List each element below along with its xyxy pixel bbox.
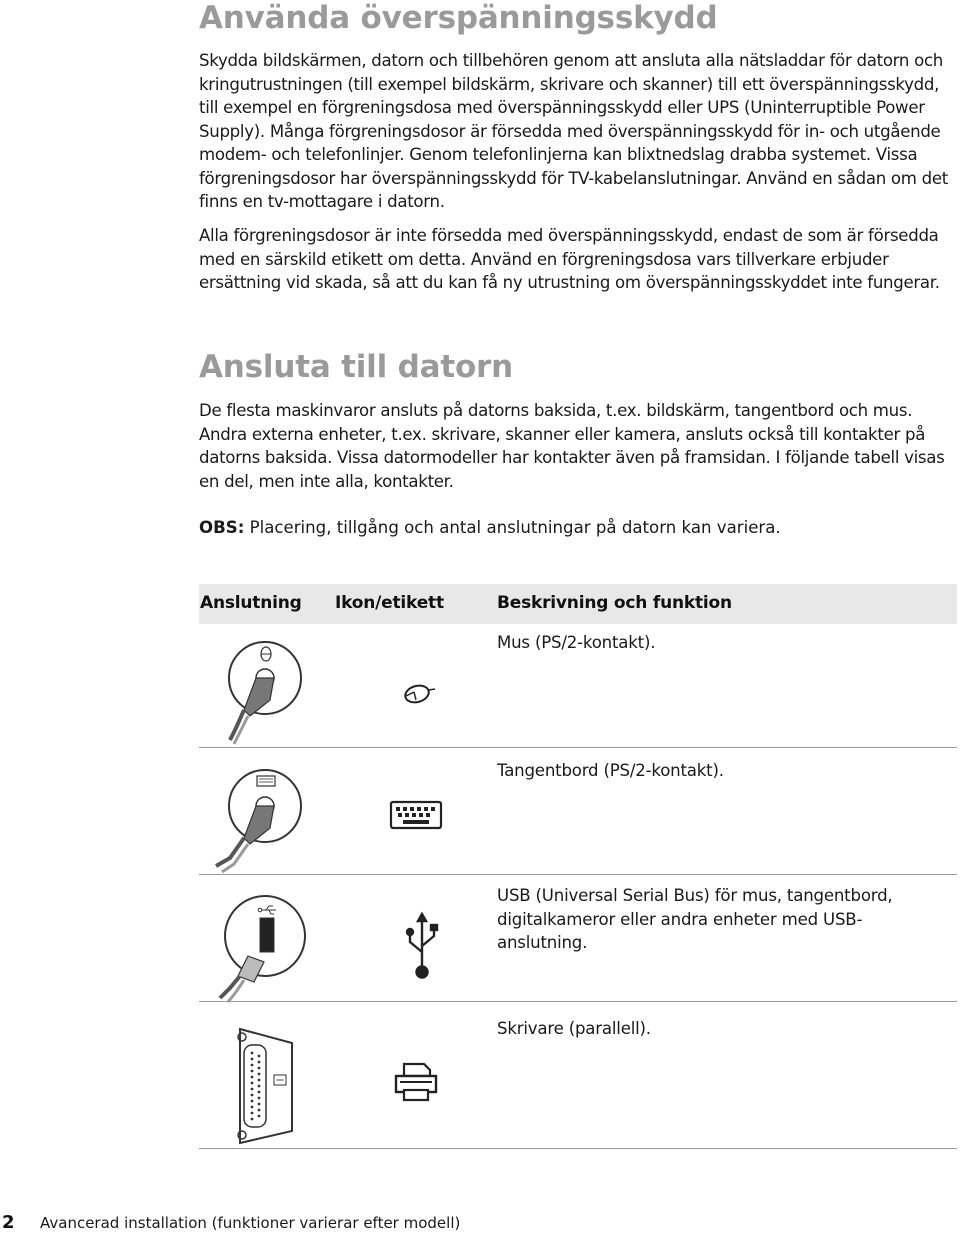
row-3-description: USB (Universal Serial Bus) för mus, tangentbord, digitalkameror eller andra enheter med USB-anslutning. bbox=[497, 886, 893, 952]
usb-connector-icon bbox=[200, 886, 310, 1008]
section-heading-surge-protection: Använda överspänningsskydd bbox=[199, 0, 718, 36]
note-text: Placering, tillgång och antal anslutningar på datorn kan variera. bbox=[244, 518, 781, 537]
table-header-icon: Ikon/etikett bbox=[335, 593, 444, 613]
parallel-connector-icon bbox=[200, 1023, 310, 1149]
page-number: 2 bbox=[2, 1212, 15, 1233]
table-header-description: Beskrivning och funktion bbox=[497, 593, 732, 613]
note bbox=[199, 518, 781, 537]
row-divider-4 bbox=[199, 1148, 957, 1149]
row-divider-2 bbox=[199, 874, 957, 875]
ps2-keyboard-connector-icon bbox=[200, 760, 310, 879]
usb-icon bbox=[406, 912, 438, 984]
row-divider-3 bbox=[199, 1001, 957, 1002]
row-4-description: Skrivare (parallell). bbox=[497, 1019, 651, 1038]
note-label: OBS: bbox=[199, 518, 245, 537]
row-2-description: Tangentbord (PS/2-kontakt). bbox=[497, 761, 724, 780]
ps2-mouse-connector-icon bbox=[200, 632, 310, 751]
row-1-description: Mus (PS/2-kontakt). bbox=[497, 633, 656, 652]
row-divider-1 bbox=[199, 747, 957, 748]
keyboard-icon bbox=[390, 801, 442, 833]
table-header-connector: Anslutning bbox=[200, 593, 302, 613]
printer-icon bbox=[394, 1062, 438, 1106]
connect-paragraph: De flesta maskinvaror ansluts på datorns baksida, t.ex. bildskärm, tangentbord och mus. Andra externa enheter, t.ex. skrivare, skanner eller kamera, ansluts också till kontakter på datorns baksida. Vissa datormodeller har kontakter även på framsidan. I följande tabell visas en del, men inte alla, kontakter. bbox=[199, 401, 945, 491]
footer-text: Avancerad installation (funktioner varierar efter modell) bbox=[40, 1214, 461, 1232]
mouse-icon bbox=[400, 680, 436, 712]
section-heading-connect: Ansluta till datorn bbox=[199, 349, 514, 385]
surge-paragraph-2: Alla förgreningsdosor är inte försedda med överspänningsskydd, endast de som är försedda med en särskild etikett om detta. Använd en förgreningsdosa vars tillverkare erbjuder ersättning vid skada, så att du kan få ny utrustning om överspänningsskyddet inte fungerar. bbox=[199, 226, 940, 292]
surge-paragraph-1: Skydda bildskärmen, datorn och tillbehören genom att ansluta alla nätsladdar för datorn och kringutrustningen (till exempel bildskärm, skrivare och skanner) till ett överspänningsskydd, till exempel en förgreningsdosa med överspänningsskydd eller UPS (Uninterruptible Power Supply). Många förgreningsdosor är försedda med överspänningsskydd för in- och utgående modem- och telefonlinjer. Genom telefonlinjerna kan blixtnedslag drabba systemet. Vissa förgreningsdosor har överspänningsskydd för TV-kabelanslutningar. Använd en sådan om det finns en tv-mottagare i datorn. bbox=[199, 51, 948, 211]
